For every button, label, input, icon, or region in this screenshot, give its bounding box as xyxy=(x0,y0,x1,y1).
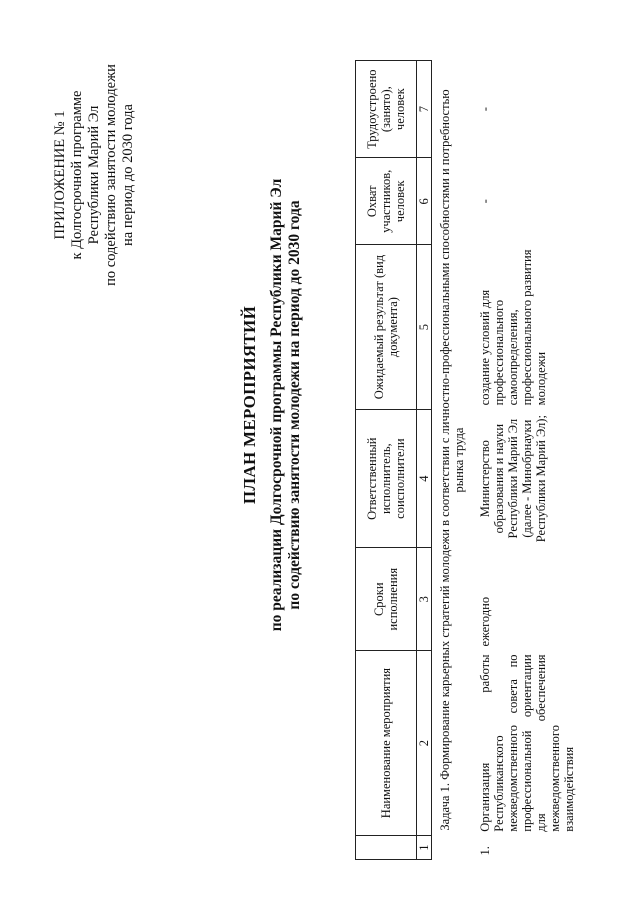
column-number-row xyxy=(417,61,432,860)
column-number: 1 xyxy=(417,836,432,860)
appendix-line: по содействию занятости молодежи xyxy=(103,64,119,286)
header-result: Ожидаемый результат (вид документа) xyxy=(356,245,417,410)
table-header-row xyxy=(356,61,417,860)
column-number: 5 xyxy=(417,245,432,410)
title-subtitle-1: по реализации Долгосрочной программы Республики Марий Эл xyxy=(268,178,285,632)
row-executor: Министерство образования и науки Республики Марий Эл (далее - Минобрнауки Республики Марий Эл); xyxy=(478,415,548,543)
header-employed: Трудоустроено (занято), человек xyxy=(356,61,417,158)
row-coverage: - xyxy=(478,199,492,204)
plan-table xyxy=(355,60,577,860)
row-result: создание условий для профессионального самоопределения, профессионального развития молодежи xyxy=(478,249,548,406)
column-number: 3 xyxy=(417,548,432,650)
row-employed: - xyxy=(478,107,492,112)
appendix-line: Республики Марий Эл xyxy=(86,105,102,245)
header-executor: Ответственный исполнитель, соисполнители xyxy=(356,409,417,548)
header-name: Наименование мероприятия xyxy=(356,650,417,835)
row-term: ежегодно xyxy=(478,596,492,647)
table-row xyxy=(470,61,577,860)
column-number: 4 xyxy=(417,409,432,548)
document-title xyxy=(240,55,304,755)
task-row xyxy=(432,61,471,860)
task-heading: Задача 1. Формирование карьерных стратегий молодежи в соответствии с личностно-профессиональными способностями и потребностью рынка труда xyxy=(438,89,466,831)
appendix-line: на период до 2030 года xyxy=(120,104,136,246)
appendix-line: к Долгосрочной программе xyxy=(69,90,85,260)
column-number: 2 xyxy=(417,650,432,835)
header-number xyxy=(356,836,417,860)
column-number: 7 xyxy=(417,61,432,158)
title-heading: ПЛАН МЕРОПРИЯТИЙ xyxy=(240,305,259,505)
header-term: Сроки исполнения xyxy=(356,548,417,650)
appendix-header xyxy=(52,45,137,305)
row-name: Организация работы Республиканского межведомственного совета по профессиональной ориентации для обеспечения межведомственного взаимодействия xyxy=(478,654,576,832)
header-coverage: Охват участников, человек xyxy=(356,158,417,245)
row-number: 1. xyxy=(478,846,492,856)
appendix-line: ПРИЛОЖЕНИЕ № 1 xyxy=(52,110,68,240)
column-number: 6 xyxy=(417,158,432,245)
title-subtitle-2: по содействию занятости молодежи на период до 2030 года xyxy=(286,200,303,610)
